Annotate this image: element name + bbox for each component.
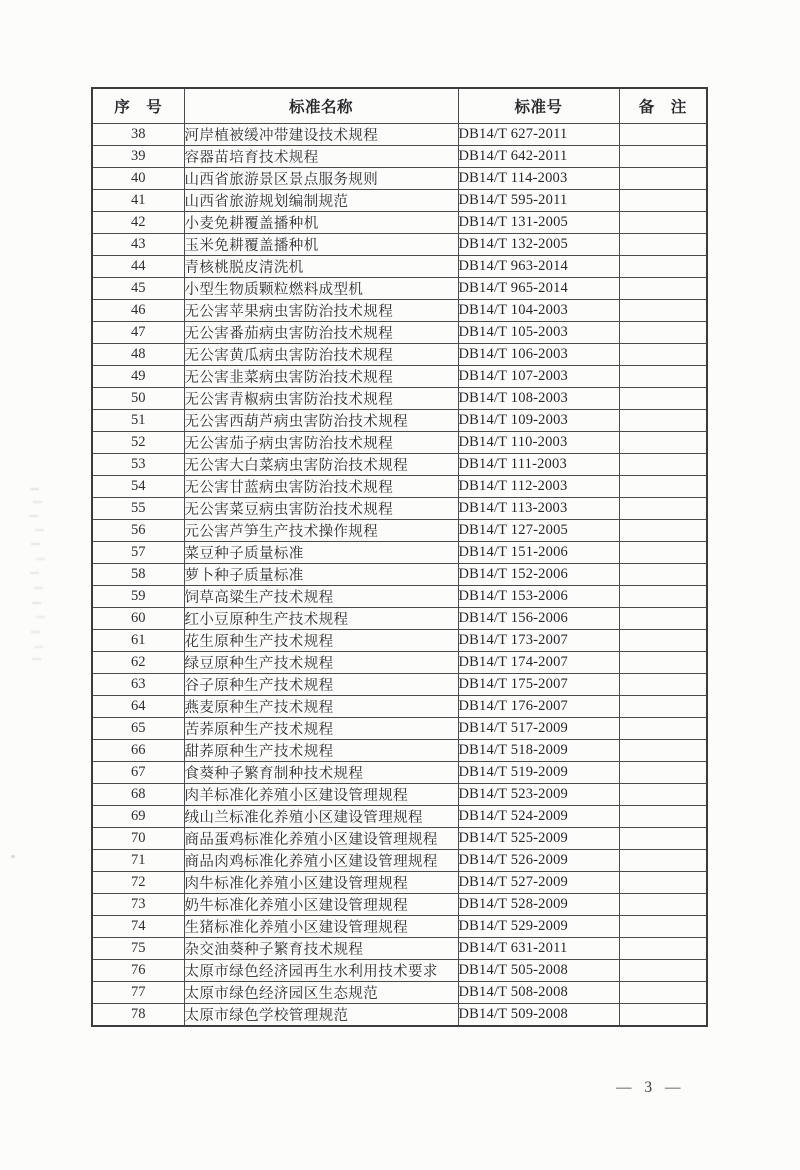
standard-code-cell: DB14/T 151-2006 [458,542,619,564]
note-cell [619,300,707,322]
standard-code-cell: DB14/T 156-2006 [458,608,619,630]
standard-name-cell: 无公害菜豆病虫害防治技术规程 [184,498,458,520]
standard-code-cell: DB14/T 627-2011 [458,124,619,146]
standard-code-cell: DB14/T 631-2011 [458,938,619,960]
standard-code-cell: DB14/T 127-2005 [458,520,619,542]
note-cell [619,960,707,982]
row-index-cell: 39 [92,146,184,168]
table-row [92,828,707,850]
table-row [92,256,707,278]
row-index-cell: 74 [92,916,184,938]
standard-code-cell: DB14/T 112-2003 [458,476,619,498]
note-cell [619,410,707,432]
standard-name-cell: 山西省旅游规划编制规范 [184,190,458,212]
row-index-cell: 70 [92,828,184,850]
standard-code-cell: DB14/T 965-2014 [458,278,619,300]
standard-code-cell: DB14/T 173-2007 [458,630,619,652]
standard-name-cell: 苦荞原种生产技术规程 [184,718,458,740]
row-index-cell: 62 [92,652,184,674]
standard-code-cell: DB14/T 528-2009 [458,894,619,916]
standard-name-cell: 太原市绿色学校管理规范 [184,1004,458,1027]
standard-name-cell: 生猪标准化养殖小区建设管理规程 [184,916,458,938]
note-cell [619,872,707,894]
note-cell [619,322,707,344]
standard-code-cell: DB14/T 505-2008 [458,960,619,982]
standard-name-cell: 燕麦原种生产技术规程 [184,696,458,718]
standard-code-cell: DB14/T 104-2003 [458,300,619,322]
note-cell [619,828,707,850]
table-row [92,168,707,190]
standard-name-cell: 小型生物质颗粒燃料成型机 [184,278,458,300]
note-cell [619,982,707,1004]
header-name: 标准名称 [184,88,458,124]
note-cell [619,740,707,762]
table-row [92,696,707,718]
standard-name-cell: 谷子原种生产技术规程 [184,674,458,696]
standard-name-cell: 绿豆原种生产技术规程 [184,652,458,674]
table-row [92,586,707,608]
table-row [92,630,707,652]
note-cell [619,234,707,256]
row-index-cell: 45 [92,278,184,300]
row-index-cell: 60 [92,608,184,630]
table-row [92,960,707,982]
standard-code-cell: DB14/T 508-2008 [458,982,619,1004]
row-index-cell: 65 [92,718,184,740]
standard-name-cell: 红小豆原种生产技术规程 [184,608,458,630]
row-index-cell: 51 [92,410,184,432]
standard-code-cell: DB14/T 113-2003 [458,498,619,520]
page-number: — 3 — [616,1079,682,1096]
standard-name-cell: 甜荞原种生产技术规程 [184,740,458,762]
note-cell [619,366,707,388]
row-index-cell: 71 [92,850,184,872]
standard-name-cell: 小麦免耕覆盖播种机 [184,212,458,234]
table-row [92,520,707,542]
table-row [92,234,707,256]
header-code: 标准号 [458,88,619,124]
table-row [92,146,707,168]
standard-name-cell: 无公害茄子病虫害防治技术规程 [184,432,458,454]
standard-name-cell: 青核桃脱皮清洗机 [184,256,458,278]
note-cell [619,850,707,872]
table-row [92,564,707,586]
standard-name-cell: 河岸植被缓冲带建设技术规程 [184,124,458,146]
standard-code-cell: DB14/T 523-2009 [458,784,619,806]
table-row [92,872,707,894]
standard-name-cell: 肉羊标准化养殖小区建设管理规程 [184,784,458,806]
standard-code-cell: DB14/T 107-2003 [458,366,619,388]
table-row [92,124,707,146]
header-index: 序 号 [92,88,184,124]
standard-code-cell: DB14/T 106-2003 [458,344,619,366]
header-note: 备 注 [619,88,707,124]
row-index-cell: 59 [92,586,184,608]
note-cell [619,168,707,190]
standard-code-cell: DB14/T 595-2011 [458,190,619,212]
table-row [92,938,707,960]
note-cell [619,806,707,828]
row-index-cell: 63 [92,674,184,696]
row-index-cell: 44 [92,256,184,278]
row-index-cell: 47 [92,322,184,344]
standard-name-cell: 太原市绿色经济园区生态规范 [184,982,458,1004]
standard-code-cell: DB14/T 175-2007 [458,674,619,696]
row-index-cell: 49 [92,366,184,388]
standard-name-cell: 萝卜种子质量标准 [184,564,458,586]
scan-speck [11,855,15,858]
note-cell [619,388,707,410]
table-row [92,388,707,410]
row-index-cell: 46 [92,300,184,322]
standards-table [91,87,708,1027]
standard-name-cell: 无公害大白菜病虫害防治技术规程 [184,454,458,476]
row-index-cell: 41 [92,190,184,212]
standard-name-cell: 饲草高粱生产技术规程 [184,586,458,608]
standard-name-cell: 菜豆种子质量标准 [184,542,458,564]
standard-name-cell: 杂交油葵种子繁育技术规程 [184,938,458,960]
standard-name-cell: 食葵种子繁育制种技术规程 [184,762,458,784]
row-index-cell: 50 [92,388,184,410]
note-cell [619,498,707,520]
standard-code-cell: DB14/T 524-2009 [458,806,619,828]
standard-code-cell: DB14/T 509-2008 [458,1004,619,1027]
note-cell [619,146,707,168]
standard-name-cell: 玉米免耕覆盖播种机 [184,234,458,256]
standard-name-cell: 无公害苹果病虫害防治技术规程 [184,300,458,322]
table-row [92,190,707,212]
row-index-cell: 72 [92,872,184,894]
row-index-cell: 54 [92,476,184,498]
note-cell [619,718,707,740]
standard-code-cell: DB14/T 105-2003 [458,322,619,344]
table-row [92,476,707,498]
note-cell [619,674,707,696]
note-cell [619,564,707,586]
row-index-cell: 40 [92,168,184,190]
row-index-cell: 56 [92,520,184,542]
note-cell [619,256,707,278]
table-row [92,652,707,674]
row-index-cell: 57 [92,542,184,564]
note-cell [619,1004,707,1027]
standard-name-cell: 容器苗培育技术规程 [184,146,458,168]
standard-name-cell: 无公害韭菜病虫害防治技术规程 [184,366,458,388]
row-index-cell: 58 [92,564,184,586]
standard-code-cell: DB14/T 517-2009 [458,718,619,740]
note-cell [619,762,707,784]
standard-code-cell: DB14/T 529-2009 [458,916,619,938]
standard-code-cell: DB14/T 114-2003 [458,168,619,190]
standard-code-cell: DB14/T 132-2005 [458,234,619,256]
standard-name-cell: 奶牛标准化养殖小区建设管理规程 [184,894,458,916]
row-index-cell: 77 [92,982,184,1004]
standard-name-cell: 商品蛋鸡标准化养殖小区建设管理规程 [184,828,458,850]
standard-code-cell: DB14/T 526-2009 [458,850,619,872]
standard-name-cell: 山西省旅游景区景点服务规则 [184,168,458,190]
standard-code-cell: DB14/T 111-2003 [458,454,619,476]
row-index-cell: 76 [92,960,184,982]
standard-name-cell: 无公害甘蓝病虫害防治技术规程 [184,476,458,498]
note-cell [619,454,707,476]
row-index-cell: 53 [92,454,184,476]
row-index-cell: 55 [92,498,184,520]
row-index-cell: 67 [92,762,184,784]
standard-code-cell: DB14/T 153-2006 [458,586,619,608]
standard-code-cell: DB14/T 110-2003 [458,432,619,454]
standard-name-cell: 花生原种生产技术规程 [184,630,458,652]
note-cell [619,278,707,300]
note-cell [619,608,707,630]
standard-name-cell: 绒山兰标准化养殖小区建设管理规程 [184,806,458,828]
standard-code-cell: DB14/T 176-2007 [458,696,619,718]
standard-code-cell: DB14/T 519-2009 [458,762,619,784]
row-index-cell: 48 [92,344,184,366]
table-row [92,784,707,806]
note-cell [619,190,707,212]
standard-code-cell: DB14/T 527-2009 [458,872,619,894]
row-index-cell: 43 [92,234,184,256]
standard-name-cell: 无公害西葫芦病虫害防治技术规程 [184,410,458,432]
table-row [92,608,707,630]
standard-name-cell: 无公害黄瓜病虫害防治技术规程 [184,344,458,366]
margin-pencil-smudge [24,486,54,666]
standard-code-cell: DB14/T 525-2009 [458,828,619,850]
note-cell [619,784,707,806]
table-row [92,850,707,872]
standard-name-cell: 太原市绿色经济园再生水利用技术要求 [184,960,458,982]
row-index-cell: 52 [92,432,184,454]
table-row [92,674,707,696]
row-index-cell: 64 [92,696,184,718]
table-row [92,454,707,476]
note-cell [619,476,707,498]
table-row [92,762,707,784]
standard-code-cell: DB14/T 642-2011 [458,146,619,168]
standard-name-cell: 无公害青椒病虫害防治技术规程 [184,388,458,410]
note-cell [619,696,707,718]
standard-name-cell: 肉牛标准化养殖小区建设管理规程 [184,872,458,894]
table-row [92,410,707,432]
row-index-cell: 73 [92,894,184,916]
note-cell [619,586,707,608]
standard-code-cell: DB14/T 963-2014 [458,256,619,278]
table-row [92,322,707,344]
note-cell [619,124,707,146]
note-cell [619,652,707,674]
row-index-cell: 78 [92,1004,184,1027]
table-row [92,366,707,388]
note-cell [619,212,707,234]
table-row [92,278,707,300]
row-index-cell: 66 [92,740,184,762]
standard-code-cell: DB14/T 108-2003 [458,388,619,410]
standard-code-cell: DB14/T 174-2007 [458,652,619,674]
standard-name-cell: 商品肉鸡标准化养殖小区建设管理规程 [184,850,458,872]
note-cell [619,630,707,652]
table-row [92,432,707,454]
note-cell [619,894,707,916]
note-cell [619,916,707,938]
table-row [92,916,707,938]
table-row [92,344,707,366]
table-row [92,212,707,234]
row-index-cell: 69 [92,806,184,828]
table-row [92,982,707,1004]
note-cell [619,432,707,454]
row-index-cell: 42 [92,212,184,234]
standard-name-cell: 无公害番茄病虫害防治技术规程 [184,322,458,344]
table-row [92,1004,707,1027]
note-cell [619,938,707,960]
table-row [92,498,707,520]
row-index-cell: 61 [92,630,184,652]
note-cell [619,344,707,366]
row-index-cell: 75 [92,938,184,960]
table-row [92,718,707,740]
row-index-cell: 38 [92,124,184,146]
standard-code-cell: DB14/T 131-2005 [458,212,619,234]
note-cell [619,520,707,542]
note-cell [619,542,707,564]
table-row [92,894,707,916]
table-body [92,124,707,1027]
table-row [92,806,707,828]
standard-code-cell: DB14/T 518-2009 [458,740,619,762]
standard-name-cell: 元公害芦笋生产技术操作规程 [184,520,458,542]
table-row [92,300,707,322]
standard-code-cell: DB14/T 109-2003 [458,410,619,432]
standard-code-cell: DB14/T 152-2006 [458,564,619,586]
table-row [92,542,707,564]
table-header-row [92,88,707,124]
table-row [92,740,707,762]
row-index-cell: 68 [92,784,184,806]
